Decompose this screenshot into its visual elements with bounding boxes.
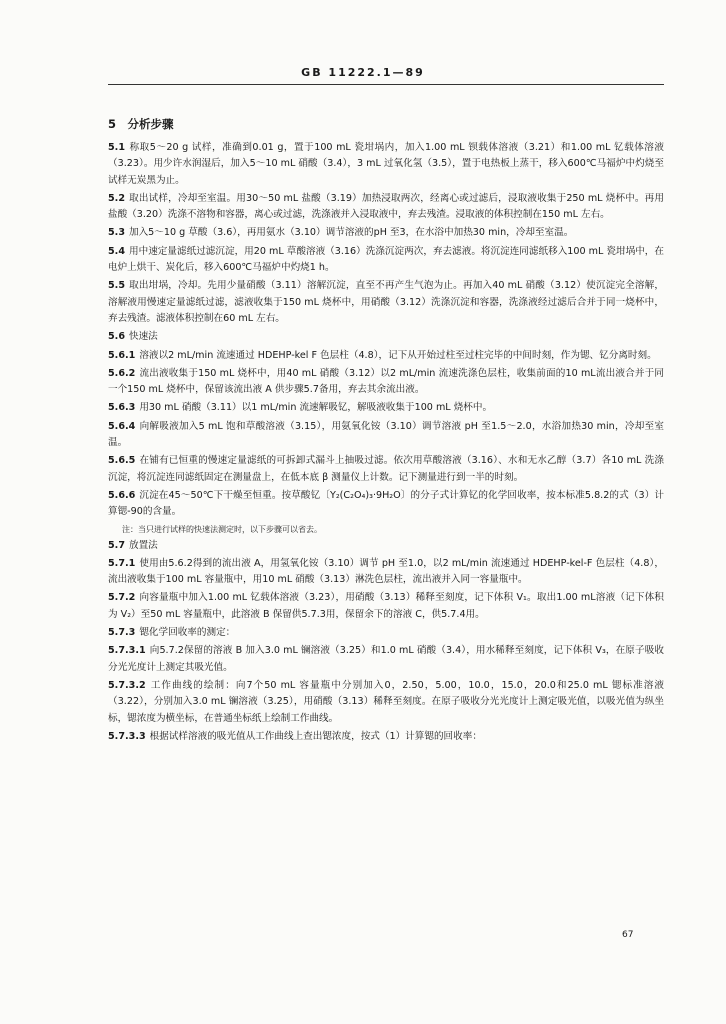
clause-paragraph	[108, 348, 664, 364]
clause-text: 根据试样溶液的吸光值从工作曲线上查出锶浓度，按式（1）计算锶的回收率：	[149, 730, 482, 742]
clause-number: 5.7.2	[108, 592, 136, 604]
clause-text: 使用由5.6.2得到的流出液 A，用氢氧化铵（3.10）调节 pH 至1.0，以2 mL/min 流速通过 HDEHP-kel-F 色层柱（4.8），流出液收集于100 mL 容量瓶中，用10 mL 硝酸（3.13）淋洗色层柱，流出液并入同一容量瓶中。	[108, 557, 664, 586]
clause-number: 5.2	[108, 192, 125, 204]
clause-number: 5.5	[108, 280, 125, 292]
clause-number: 5.6.6	[108, 489, 136, 501]
clause-number: 5.6.2	[108, 367, 136, 379]
clause-number: 5.7.3.3	[108, 730, 146, 742]
clause-paragraph	[108, 225, 664, 241]
clause-paragraph	[108, 329, 664, 345]
clause-text: 放置法	[129, 539, 158, 551]
clause-number: 5.6.3	[108, 402, 136, 414]
header-rule	[108, 84, 664, 85]
clause-text: 用中速定量滤纸过滤沉淀，用20 mL 草酸溶液（3.16）洗涤沉淀两次，弃去滤液。将沉淀连同滤纸移入100 mL 瓷坩埚中，在电炉上烘干、炭化后，移入600℃马福炉中灼烧1 h。	[108, 245, 664, 274]
clause-text: 称取5～20 g 试样，准确到0.01 g，置于100 mL 瓷坩埚内，加入1.00 mL 钡载体溶液（3.21）和1.00 mL 钇载体溶液（3.23）。用少许水润湿后，加入5～10 mL 硝酸（3.4），3 mL 过氧化氢（3.5），置于电热板上蒸干，移入600℃马福炉中灼烧至试样无炭黑为止。	[108, 142, 664, 186]
clause-paragraph	[108, 278, 664, 327]
clause-number: 5.1	[108, 142, 125, 153]
clause-paragraph	[108, 590, 664, 623]
clause-paragraph	[108, 419, 664, 452]
note-paragraph	[108, 523, 664, 536]
clause-number: 5.4	[108, 245, 125, 257]
clause-paragraph	[108, 244, 664, 277]
page-number: 67	[622, 930, 634, 940]
clause-number: 5.6	[108, 331, 125, 343]
clause-text: 用30 mL 硝酸（3.11）以1 mL/min 流速解吸钇，解吸液收集于100 mL 烧杯中。	[139, 402, 493, 414]
clause-text: 取出试样，冷却至室温。用30～50 mL 盐酸（3.19）加热浸取两次，经离心或过滤后，浸取液收集于250 mL 烧杯中。再用盐酸（3.20）洗涤不溶物和容器，离心或过滤，洗涤液并入浸取液中，弃去残渣。浸取液的体积控制在150 mL 左右。	[108, 192, 664, 221]
clause-paragraph	[108, 625, 664, 641]
clause-text: 锶化学回收率的测定：	[139, 627, 236, 639]
clause-number: 5.7.1	[108, 557, 136, 569]
clause-paragraph	[108, 453, 664, 486]
clause-text: 注：当只进行试样的快速法测定时，以下步骤可以省去。	[122, 524, 322, 534]
clause-paragraph	[108, 400, 664, 416]
clause-text: 加入5～10 g 草酸（3.6），再用氨水（3.10）调节溶液的pH 至3，在水浴中加热30 min，冷却至室温。	[129, 227, 574, 239]
clause-number: 5.6.4	[108, 420, 136, 432]
clause-text: 向5.7.2保留的溶液 B 加入3.0 mL 镧溶液（3.25）和1.0 mL 硝酸（3.4），用水稀释至刻度，记下体积 V₃，在原子吸收分光光度计上测定其吸光值。	[108, 645, 664, 673]
clause-paragraph	[108, 366, 664, 399]
clause-text: 在铺有已恒重的慢速定量滤纸的可拆卸式漏斗上抽吸过滤。依次用草酸溶液（3.16）、水和无水乙醇（3.7）各10 mL 洗涤沉淀，将沉淀连同滤纸固定在测量盘上，在低本底 β 测量仪上计数。记下测量进行到一半的时刻。	[108, 455, 664, 483]
clause-text: 取出坩埚，冷却。先用少量硝酸（3.11）溶解沉淀，直至不再产生气泡为止。再加入40 mL 硝酸（3.12）使沉淀完全溶解，溶解液用慢速定量滤纸过滤，滤液收集于150 mL 烧杯中，用硝酸（3.12）洗涤沉淀和容器，洗涤液经过滤后合并于同一烧杯中，弃去残渣。滤液体积控制在60 mL 左右。	[108, 280, 664, 324]
standard-header: GB 11222.1—89	[301, 66, 425, 79]
clause-text: 工作曲线的绘制：向7个50 mL 容量瓶中分别加入0，2.50，5.00，10.0，15.0，20.0和25.0 mL 锶标准溶液（3.22），分别加入3.0 mL 镧溶液（3.25），用硝酸（3.13）稀释至刻度。在原子吸收分光光度计上测定吸光值，以吸光值为纵坐标，锶浓度为横坐标，在普通坐标纸上绘制工作曲线。	[108, 679, 664, 724]
clause-text: 向容量瓶中加入1.00 mL 钇载体溶液（3.23），用硝酸（3.13）稀释至刻度，记下体积 V₁。取出1.00 mL溶液（记下体积为 V₂）至50 mL 容量瓶中，此溶液 B 保留供5.7.3用，保留余下的溶液 C，供5.7.4用。	[108, 592, 664, 620]
clause-paragraph	[108, 643, 664, 676]
clause-text: 流出液收集于150 mL 烧杯中，用40 mL 硝酸（3.12）以2 mL/min 流速洗涤色层柱，收集前面的10 mL流出液合并于同一个150 mL 烧杯中，保留该流出液 A 供步骤5.7备用，弃去其余流出液。	[108, 367, 664, 396]
document-body	[108, 140, 664, 747]
clause-number: 5.7	[108, 539, 125, 551]
clause-text: 快速法	[129, 331, 158, 343]
clause-number: 5.7.3.2	[108, 679, 146, 691]
clause-paragraph	[108, 556, 664, 589]
clause-number: 5.7.3.1	[108, 645, 146, 657]
clause-paragraph	[108, 191, 664, 224]
clause-paragraph	[108, 538, 664, 554]
clause-text: 溶液以2 mL/min 流速通过 HDEHP-kel F 色层柱（4.8），记下从开始过柱至过柱完毕的中间时刻，作为锶、钇分离时刻。	[139, 349, 657, 361]
clause-text: 向解吸液加入5 mL 饱和草酸溶液（3.15），用氨氧化铵（3.10）调节溶液 pH 至1.5～2.0，水浴加热30 min，冷却至室温。	[108, 420, 664, 449]
clause-number: 5.3	[108, 227, 125, 239]
clause-paragraph	[108, 729, 664, 745]
clause-paragraph	[108, 678, 664, 727]
clause-number: 5.6.5	[108, 455, 136, 467]
clause-number: 5.6.1	[108, 349, 136, 361]
clause-paragraph	[108, 488, 664, 521]
section-heading: 5 分析步骤	[108, 117, 174, 131]
clause-text: 沉淀在45～50℃下干燥至恒重。按草酸钇〔Y₂(C₂O₄)₃·9H₂O〕的分子式计算钇的化学回收率，按本标准5.8.2的式（3）计算锶-90的含量。	[108, 489, 664, 518]
clause-paragraph	[108, 140, 664, 189]
clause-number: 5.7.3	[108, 627, 136, 639]
